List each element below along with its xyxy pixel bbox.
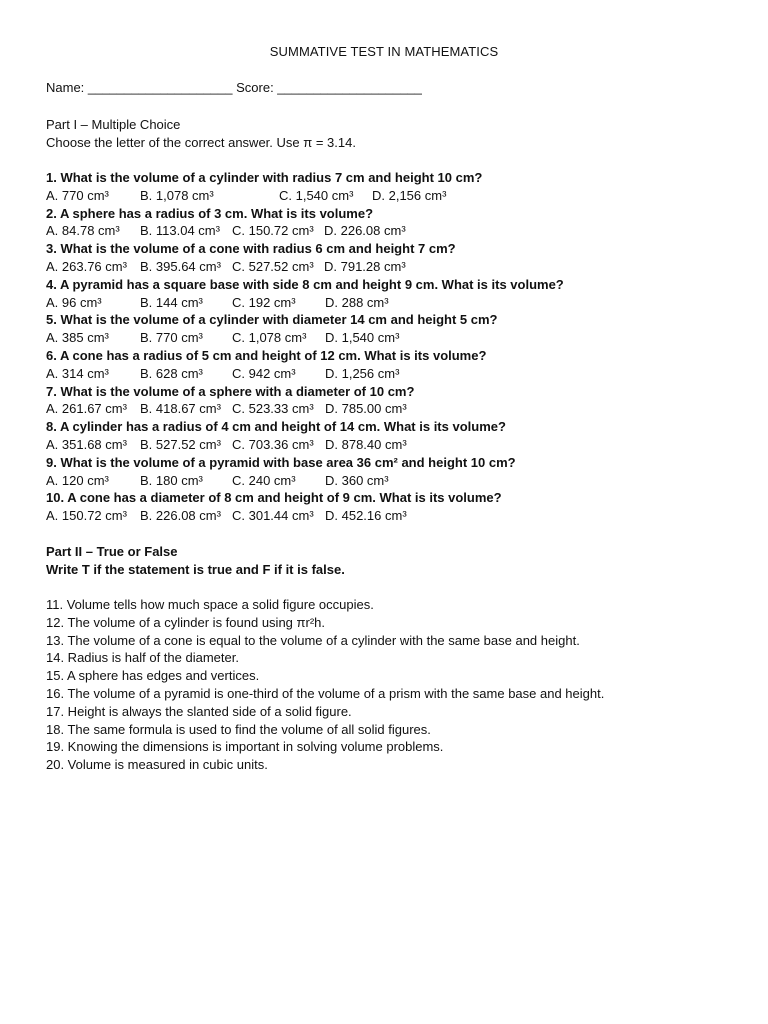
question-item [46, 489, 564, 525]
question-text: 7. What is the volume of a sphere with a diameter of 10 cm? [46, 383, 415, 399]
tf-item: 19. Knowing the dimensions is important in solving volume problems. [46, 739, 444, 755]
option-c: C. 240 cm³ [232, 472, 296, 488]
option-row [46, 472, 564, 490]
option-d: D. 452.16 cm³ [325, 508, 407, 524]
question-text: 3. What is the volume of a cone with radius 6 cm and height 7 cm? [46, 241, 456, 257]
page-title: SUMMATIVE TEST IN MATHEMATICS [269, 44, 499, 59]
option-b: B. 628 cm³ [140, 365, 203, 381]
option-row [46, 258, 564, 276]
option-b: B. 527.52 cm³ [140, 436, 221, 452]
question-item [46, 169, 564, 205]
question-text: 5. What is the volume of a cylinder with diameter 14 cm and height 5 cm? [46, 312, 498, 328]
tf-item: 13. The volume of a cone is equal to the volume of a cylinder with the same base and height. [46, 632, 580, 648]
question-text: 1. What is the volume of a cylinder with radius 7 cm and height 10 cm? [46, 170, 483, 185]
question-item [46, 383, 564, 419]
option-c: C. 1,078 cm³ [232, 330, 307, 346]
question-text: 10. A cone has a diameter of 8 cm and height of 9 cm. What is its volume? [46, 490, 502, 506]
option-a: A. 84.78 cm³ [46, 223, 120, 239]
tf-item: 12. The volume of a cylinder is found using πr²h. [46, 614, 325, 630]
question-item [46, 418, 564, 454]
option-row [46, 365, 564, 383]
tf-item: 16. The volume of a pyramid is one-third of the volume of a prism with the same base and height. [46, 685, 605, 701]
tf-item: 15. A sphere has edges and vertices. [46, 668, 260, 684]
option-c: C. 523.33 cm³ [232, 401, 314, 417]
option-b: B. 113.04 cm³ [140, 223, 220, 239]
option-d: D. 878.40 cm³ [325, 436, 407, 452]
option-d: D. 226.08 cm³ [324, 223, 406, 239]
option-a: A. 150.72 cm³ [46, 508, 127, 524]
option-c: C. 942 cm³ [232, 365, 296, 381]
option-a: A. 770 cm³ [46, 187, 109, 203]
question-text: 6. A cone has a radius of 5 cm and height of 12 cm. What is its volume? [46, 347, 487, 363]
question-item [46, 276, 564, 312]
option-c: C. 527.52 cm³ [232, 258, 314, 274]
option-row [46, 187, 564, 205]
question-item [46, 347, 564, 383]
option-b: B. 144 cm³ [140, 294, 203, 310]
option-c: C. 301.44 cm³ [232, 508, 314, 524]
part2-instructions: Write T if the statement is true and F if it is false. [46, 562, 345, 577]
option-c: C. 150.72 cm³ [232, 223, 314, 239]
question-item [46, 240, 564, 276]
option-c: C. 703.36 cm³ [232, 436, 314, 452]
question-text: 4. A pyramid has a square base with side 8 cm and height 9 cm. What is its volume? [46, 276, 564, 292]
part2-heading: Part II – True or False [46, 544, 178, 559]
option-b: B. 180 cm³ [140, 472, 203, 488]
option-row [46, 400, 564, 418]
option-row [46, 507, 564, 525]
name-score-line: Name: ____________________ Score: ____________________ [46, 80, 422, 95]
tf-item: 11. Volume tells how much space a solid figure occupies. [46, 597, 374, 612]
option-c: C. 192 cm³ [232, 294, 296, 310]
option-row [46, 222, 564, 240]
question-text: 2. A sphere has a radius of 3 cm. What is its volume? [46, 205, 374, 221]
option-row [46, 436, 564, 454]
option-d: D. 288 cm³ [325, 294, 389, 310]
part2-header [46, 543, 345, 579]
question-text: 8. A cylinder has a radius of 4 cm and height of 14 cm. What is its volume? [46, 419, 506, 435]
question-text: 9. What is the volume of a pyramid with base area 36 cm² and height 10 cm? [46, 454, 516, 470]
option-a: A. 120 cm³ [46, 472, 109, 488]
option-row [46, 329, 564, 347]
option-a: A. 351.68 cm³ [46, 436, 127, 452]
question-item [46, 205, 564, 241]
option-d: D. 360 cm³ [325, 472, 389, 488]
multiple-choice-list [46, 169, 564, 525]
option-a: A. 314 cm³ [46, 365, 109, 381]
option-c: C. 1,540 cm³ [279, 187, 354, 203]
option-d: D. 785.00 cm³ [325, 401, 407, 417]
question-item [46, 311, 564, 347]
option-b: B. 226.08 cm³ [140, 508, 221, 524]
tf-item: 17. Height is always the slanted side of a solid figure. [46, 703, 352, 719]
option-a: A. 261.67 cm³ [46, 401, 127, 417]
option-b: B. 1,078 cm³ [140, 187, 214, 203]
option-d: D. 1,256 cm³ [325, 365, 400, 381]
true-false-list [46, 596, 604, 774]
tf-item: 20. Volume is measured in cubic units. [46, 757, 268, 773]
option-a: A. 263.76 cm³ [46, 258, 127, 274]
tf-item: 18. The same formula is used to find the volume of all solid figures. [46, 721, 431, 737]
option-d: D. 791.28 cm³ [324, 258, 406, 274]
option-d: D. 1,540 cm³ [325, 330, 400, 346]
option-row [46, 294, 564, 312]
tf-item: 14. Radius is half of the diameter. [46, 650, 239, 666]
option-a: A. 96 cm³ [46, 294, 102, 310]
part1-instructions: Choose the letter of the correct answer. Use π = 3.14. [46, 135, 356, 150]
option-b: B. 418.67 cm³ [140, 401, 221, 417]
part1-heading: Part I – Multiple Choice [46, 117, 181, 132]
option-b: B. 395.64 cm³ [140, 258, 221, 274]
part1-header [46, 116, 356, 152]
option-b: B. 770 cm³ [140, 330, 203, 346]
option-d: D. 2,156 cm³ [372, 187, 447, 203]
question-item [46, 454, 564, 490]
option-a: A. 385 cm³ [46, 330, 109, 346]
